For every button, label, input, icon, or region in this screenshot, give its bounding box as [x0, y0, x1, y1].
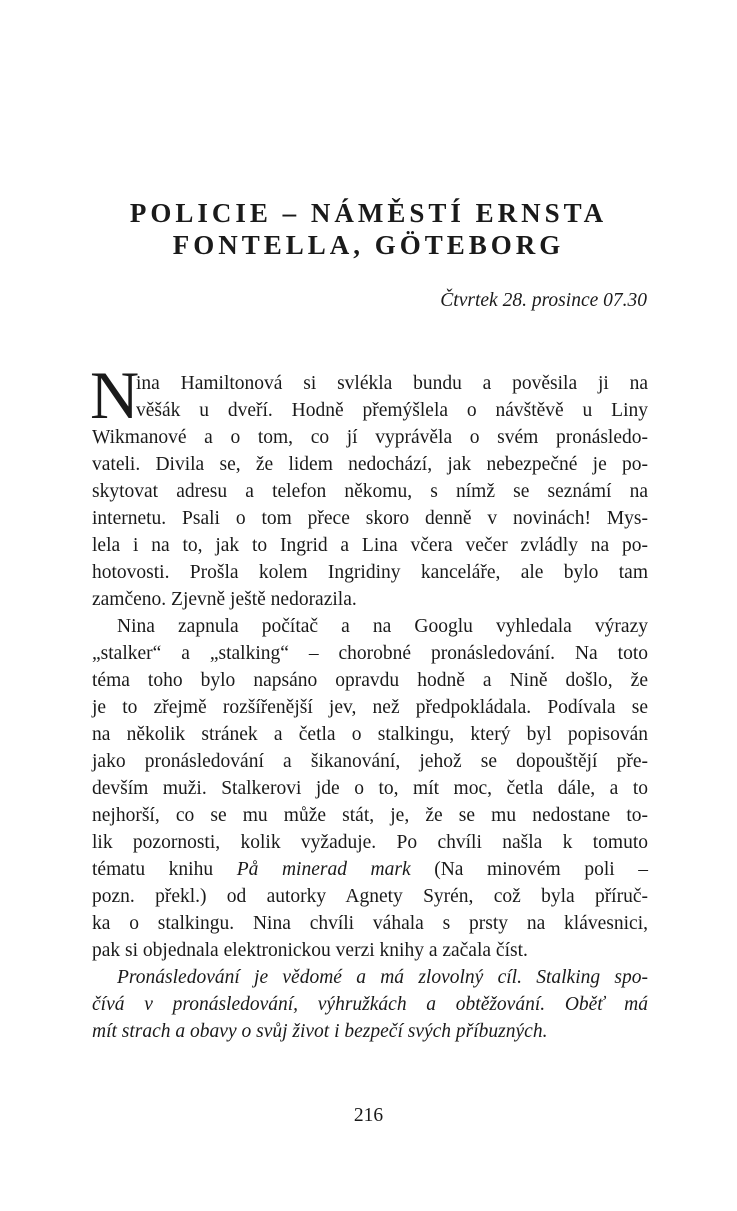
text-line: pozn. překl.) od autorky Agnety Syrén, což byla příruč- [92, 886, 648, 907]
text-line: téma toho bylo napsáno opravdu hodně a Nině došlo, že [92, 670, 648, 691]
text-line: ka o stalkingu. Nina chvíli váhala s prsty na klávesnici, [92, 913, 648, 934]
text-segment: (Na minovém poli – [410, 859, 648, 880]
text-line: devším muži. Stalkerovi jde o to, mít moc, četla dále, a to [92, 778, 648, 799]
text-line: lela i na to, jak to Ingrid a Lina včera večer zvládly na po- [92, 535, 648, 556]
text-line: Wikmanové a o tom, co jí vyprávěla o svém pronásledo- [92, 427, 648, 448]
text-line: hotovosti. Prošla kolem Ingridiny kanceláře, ale bylo tam [92, 562, 648, 583]
text-line: na několik stránek a četla o stalkingu, který byl popisován [92, 724, 648, 745]
quoted-text-line: Pronásledování je vědomé a má zlovolný cíl. Stalking spo- [117, 967, 648, 988]
text-line: ina Hamiltonová si svlékla bundu a pověsila ji na [136, 373, 648, 394]
chapter-title-line-1: POLICIE – NÁMĚSTÍ ERNSTA [129, 198, 608, 228]
text-line: jako pronásledování a šikanování, jehož se dopouštějí pře- [92, 751, 648, 772]
text-line: věšák u dveří. Hodně přemýšlela o návštěvě u Liny [136, 400, 648, 421]
text-line: pak si objednala elektronickou verzi knihy a začala číst. [92, 940, 528, 961]
text-line: skytovat adresu a telefon někomu, s nímž se seznámí na [92, 481, 648, 502]
text-line: internetu. Psali o tom přece skoro denně v novinách! Mys- [92, 508, 648, 529]
text-line: vateli. Divila se, že lidem nedochází, jak nebezpečné je po- [92, 454, 648, 475]
text-line: lik pozornosti, kolik vyžaduje. Po chvíli našla k tomuto [92, 832, 648, 853]
text-line-with-book-title [92, 856, 648, 883]
quoted-text-line: mít strach a obavy o svůj život i bezpečí svých příbuzných. [92, 1021, 548, 1042]
drop-cap: N [90, 357, 140, 433]
text-line: „stalker“ a „stalking“ – chorobné pronásledování. Na toto [92, 643, 648, 664]
text-line: Nina zapnula počítač a na Googlu vyhledala výrazy [117, 616, 648, 637]
chapter-dateline: Čtvrtek 28. prosince 07.30 [440, 290, 647, 311]
page-number: 216 [353, 1105, 384, 1126]
text-segment: tématu knihu [92, 859, 237, 880]
text-line: nejhorší, co se mu může stát, je, že se mu nedostane to- [92, 805, 648, 826]
chapter-title-line-2: FONTELLA, GÖTEBORG [172, 230, 565, 260]
quoted-text-line: čívá v pronásledování, výhružkách a obtěžování. Oběť má [92, 994, 648, 1015]
text-line: je to zřejmě rozšířenější jev, než předpokládala. Podívala se [92, 697, 648, 718]
text-line: zamčeno. Zjevně ještě nedorazila. [92, 589, 357, 610]
book-title: På minerad mark [236, 859, 411, 880]
